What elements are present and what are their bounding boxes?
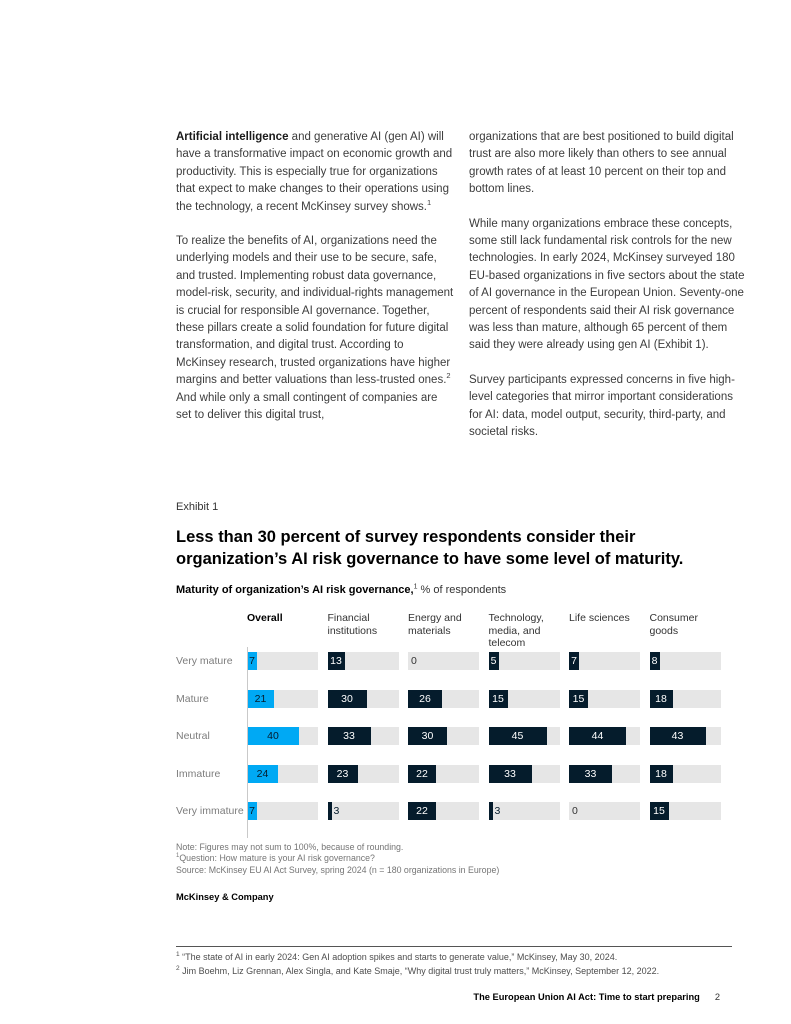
footnote-line: $^2$ Jim Boehm, Liz Grennan, Alex Singla, and Kate Smaje, “Why digital trust truly matters,” McKinsey, September 12, 2022. — [176, 964, 660, 976]
bar-value-label: 33 — [584, 767, 597, 780]
bar-track — [569, 727, 640, 745]
page-footer — [473, 992, 720, 1002]
article-column-right — [469, 129, 748, 459]
bar-track — [569, 652, 640, 670]
bar-track — [489, 652, 560, 670]
bar — [650, 727, 706, 745]
bar-track — [489, 765, 560, 783]
bar-track — [569, 690, 640, 708]
chart-cell — [569, 765, 650, 803]
chart-cell — [569, 727, 650, 765]
chart-cell — [569, 802, 650, 840]
paragraph: Artificial intelligence and generative AI (gen AI) will have a transformative impact on economic growth and productivity. This is especially true for organizations that expect to make changes to their operations using the technology, a recent McKinsey survey shows.$^1$ — [176, 131, 453, 213]
bar — [408, 727, 447, 745]
bar-track — [328, 727, 399, 745]
chart-row-label: Very mature — [176, 655, 233, 667]
bar-track — [247, 765, 318, 783]
chart-cell — [650, 765, 731, 803]
chart-axis-line — [247, 647, 248, 838]
paragraph: Survey participants expressed concerns in five high-level categories that mirror important considerations for AI: data, model output, security, third-party, and societal risks. — [469, 373, 735, 439]
bar-value-label: 45 — [511, 730, 524, 742]
bar-value-label: 0 — [572, 805, 578, 817]
bar — [650, 690, 673, 708]
bar — [489, 727, 547, 745]
bar-track — [650, 802, 721, 820]
bar — [328, 727, 371, 745]
chart-subtitle-rest: % of respondents — [417, 584, 507, 596]
bar-track — [569, 765, 640, 783]
chart-subtitle — [176, 584, 506, 596]
footnote-marker: 1 — [427, 197, 432, 207]
chart-cell — [489, 765, 570, 803]
bar — [489, 652, 499, 670]
footnote-marker: 2 — [446, 371, 451, 381]
bar — [328, 690, 367, 708]
exhibit-note-line: Note: Figures may not sum to 100%, because of rounding. — [176, 842, 404, 852]
bar-value-label: 3 — [494, 805, 501, 817]
exhibit-question-line — [176, 853, 499, 864]
bar — [569, 690, 588, 708]
exhibit-label: Exhibit 1 — [176, 501, 219, 513]
bar-track — [328, 765, 399, 783]
bar — [650, 765, 673, 783]
chart-cell — [489, 690, 570, 728]
bar-value-label: 8 — [651, 655, 658, 667]
bar-value-label: 7 — [571, 655, 577, 667]
bar-track — [247, 802, 318, 820]
chart-cell — [328, 690, 409, 728]
paragraph: organizations that are best positioned to build digital trust are also more likely than others to see annual growth rates of at least 10 percent on their top and bottom lines. — [469, 131, 734, 196]
footnote-line: $^1$ “The state of AI in early 2024: Gen AI adoption spikes and starts to generate value,” McKinsey, May 30, 2024. — [176, 951, 618, 962]
chart-column-header: Consumer goods — [649, 612, 698, 637]
bar — [328, 765, 358, 783]
paragraph: While many organizations embrace these concepts, some still lack fundamental risk controls for the new technologies. In early 2024, McKinsey surveyed 180 EU-based organizations in five sectors about the state of AI governance in the European Union. Seventy-one percent of respondents said their AI risk governance was less than mature, although 65 percent of them said they were already using gen AI (Exhibit 1). — [469, 217, 745, 352]
chart-cell — [328, 652, 409, 690]
bar — [408, 690, 442, 708]
chart-cell — [650, 802, 731, 840]
chart-column-header: Financial institutions — [327, 612, 378, 637]
bar-value-label: 23 — [336, 767, 349, 780]
bar — [247, 802, 257, 820]
exhibit-question-footnote-marker: 1 — [176, 853, 180, 860]
bar-value-label: 44 — [591, 730, 604, 742]
chart-cell — [650, 690, 731, 728]
chart-cell — [247, 802, 328, 840]
bar-value-label: 7 — [249, 805, 255, 817]
footnote-marker: 2 — [176, 964, 180, 972]
bar — [650, 652, 660, 670]
bar-value-label: 15 — [492, 692, 504, 705]
bar-value-label: 21 — [254, 692, 267, 705]
bar-track — [247, 690, 318, 708]
chart-cell — [408, 802, 489, 840]
bar-track — [247, 727, 318, 745]
chart-cell — [650, 652, 731, 690]
bar — [569, 765, 612, 783]
bar-value-label: 30 — [341, 692, 353, 705]
paragraph-lead-bold: Artificial intelligence — [176, 131, 289, 143]
bar-track — [489, 802, 560, 820]
page-number: 2 — [714, 992, 720, 1002]
bar-value-label: 24 — [256, 767, 269, 780]
page-footnotes — [176, 951, 659, 978]
footer-title: The European Union AI Act: Time to start preparing — [473, 992, 700, 1002]
bar — [650, 802, 669, 820]
bar — [408, 802, 436, 820]
exhibit-notes — [176, 842, 499, 876]
chart-row-label: Neutral — [176, 730, 210, 742]
chart-cell — [328, 727, 409, 765]
bar-value-label: 22 — [416, 767, 428, 780]
chart-cell — [569, 690, 650, 728]
exhibit-source-line: Source: McKinsey EU AI Act Survey, spring 2024 (n = 180 organizations in Europe) — [176, 864, 500, 875]
chart-row-label: Very immature — [176, 805, 244, 817]
bar-value-label: 40 — [267, 730, 279, 742]
chart-cell — [247, 652, 328, 690]
bar-track — [408, 802, 479, 820]
bar-value-label: 7 — [249, 655, 255, 667]
chart-cell — [408, 727, 489, 765]
bar-track — [650, 765, 721, 783]
article-body — [176, 129, 748, 459]
bar — [247, 652, 257, 670]
bar-track — [650, 652, 721, 670]
bar-value-label: 15 — [653, 805, 665, 817]
chart-cell — [408, 690, 489, 728]
chart-column-header: Life sciences — [569, 612, 630, 624]
bar-value-label: 18 — [655, 767, 667, 780]
chart-subtitle-footnote-marker: 1 — [413, 583, 418, 591]
bar-track — [650, 690, 721, 708]
bar-track — [408, 765, 479, 783]
chart-cell — [247, 727, 328, 765]
bar-value-label: 15 — [572, 692, 585, 705]
bar-value-label: 13 — [330, 655, 342, 667]
bar — [569, 727, 626, 745]
bar — [489, 802, 493, 820]
bar — [489, 765, 532, 783]
bar-track — [489, 690, 560, 708]
bar-value-label: 26 — [419, 692, 431, 705]
chart-row-label: Immature — [176, 767, 221, 780]
bar-value-label: 43 — [671, 730, 684, 742]
footnote-divider — [176, 946, 732, 947]
bar-track — [650, 727, 721, 745]
bar-value-label: 33 — [504, 767, 516, 780]
bar-value-label: 30 — [421, 730, 434, 742]
bar — [247, 690, 274, 708]
bar-value-label: 33 — [343, 730, 355, 742]
bar-track — [328, 652, 399, 670]
exhibit-question-text: Question: How mature is your AI risk governance? — [179, 853, 375, 864]
bar — [328, 652, 345, 670]
maturity-bar-chart — [176, 612, 730, 840]
bar-track — [569, 802, 640, 820]
bar-value-label: 18 — [655, 692, 667, 705]
chart-cell — [489, 802, 570, 840]
chart-cell — [328, 802, 409, 840]
bar-value-label: 5 — [490, 655, 497, 667]
paragraph: To realize the benefits of AI, organizations need the underlying models and their use to be secure, safe, and trusted. Implementing robust data governance, model-risk, security, and individual-rights management is crucial for responsible AI governance. Together, these pillars create a solid foundation for future digital transformation, and digital trust. According to McKinsey research, trusted organizations have higher margins and better valuations than less-trusted ones.$^2$ And while only a small contingent of companies are set to deliver this digital trust, — [176, 235, 454, 422]
chart-header-spacer — [176, 612, 247, 652]
chart-cell — [408, 652, 489, 690]
chart-cell — [408, 765, 489, 803]
chart-subtitle-bold: Maturity of organization’s AI risk governance, — [176, 584, 414, 596]
bar-track — [328, 802, 399, 820]
chart-column-header: Overall — [247, 612, 283, 624]
bar-track — [328, 690, 399, 708]
article-column-left — [176, 129, 455, 459]
chart-cell — [489, 727, 570, 765]
bar-value-label: 0 — [411, 655, 417, 667]
chart-column-header: Technology, media, and telecom — [488, 612, 544, 649]
mckinsey-brand-wordmark: McKinsey & Company — [176, 892, 274, 902]
chart-cell — [569, 652, 650, 690]
bar-track — [408, 690, 479, 708]
bar-track — [247, 652, 318, 670]
bar-track — [489, 727, 560, 745]
chart-cell — [247, 690, 328, 728]
chart-column-header: Energy and materials — [408, 612, 462, 637]
bar — [247, 765, 278, 783]
bar — [489, 690, 508, 708]
bar-value-label: 22 — [416, 805, 428, 817]
bar — [408, 765, 436, 783]
bar — [569, 652, 579, 670]
exhibit-title: Less than 30 percent of survey respondents consider their organization’s AI risk governance to have some level of maturity. — [176, 528, 684, 568]
chart-cell — [489, 652, 570, 690]
chart-cell — [328, 765, 409, 803]
bar — [247, 727, 299, 745]
chart-cell — [650, 727, 731, 765]
chart-row-label: Mature — [176, 692, 209, 705]
bar-track — [408, 652, 479, 670]
bar-value-label: 3 — [333, 805, 340, 817]
bar — [328, 802, 332, 820]
footnote-marker: 1 — [176, 951, 180, 958]
chart-cell — [247, 765, 328, 803]
bar-track — [408, 727, 479, 745]
